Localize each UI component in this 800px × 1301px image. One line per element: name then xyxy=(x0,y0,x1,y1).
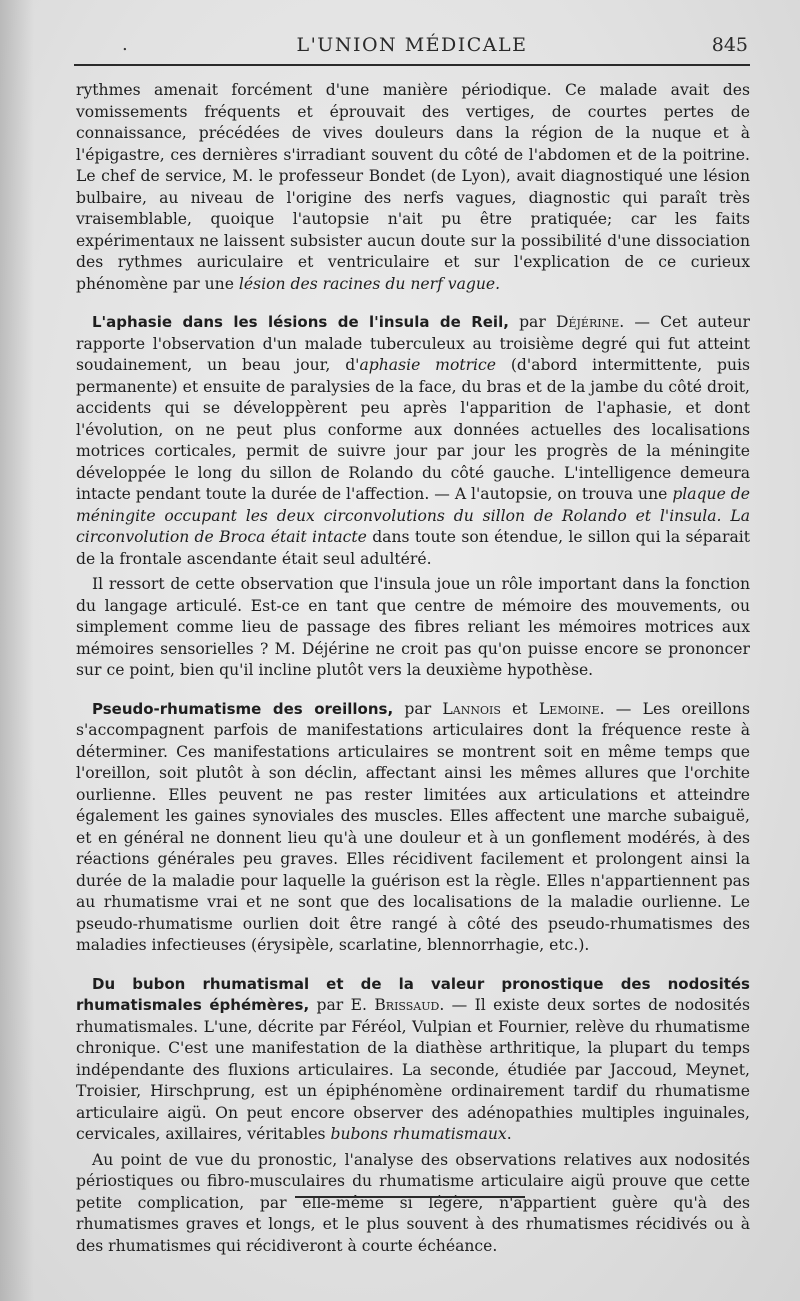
section-heading: L'aphasie dans les lésions de l'insula de Reil, xyxy=(92,313,509,331)
running-header xyxy=(74,30,750,62)
author-name: Lannois xyxy=(442,699,501,718)
section-heading: Pseudo-rhumatisme des oreillons, xyxy=(92,699,394,718)
author-name: Déjérine xyxy=(555,313,620,331)
section-pseudo-rhumatisme: Pseudo-rhumatisme des oreillons, par Lannois et Lemoine. — Les oreillons s'accompagnent parfois de manifestations articulaires dont la fréquence reste à déterminer. Ces manifestations articulaires se montrent soit en même temps que l'oreillon, soit plutôt à son déclin, affectant ainsi les mêmes allures que l'orchite ourlienne. Elles peuvent ne pas rester limitées aux articulations et atteindre également les gaines synoviales des muscles. Elles affectent une marche subaiguë, et en général ne donnent lieu qu'à une douleur et à un gonflement modérés, à des réactions générales peu graves. Elles récidivent facilement et prolongent ainsi la durée de la maladie pour laquelle la guérison est la règle. Elles n'appartiennent pas au rhumatisme vrai et ne sont que des localisations de la maladie ourlienne. Le pseudo-rhumatisme ourlien doit être rangé à côté des pseudo-rhumatismes des maladies infectieuses (érysipèle, scarlatine, blennorrhagie, etc.). xyxy=(76,699,750,954)
section-aphasie: L'aphasie dans les lésions de l'insula de Reil, par Déjérine. — Cet auteur rapporte l'observation d'un malade tuberculeux au troisième degré qui fut atteint soudainement, un beau jour, d'aphasie motrice (d'abord intermittente, puis permanente) et ensuite de paralysies de la face, du bras et de la jambe du côté droit, accidents qui se développèrent peu après l'apparition de l'aphasie, et dont l'évolution, on ne peut plus conforme aux données actuelles des localisations motrices corticales, permit de suivre jour par jour les progrès de la méningite développée le long du sillon de Rolando du côté gauche. L'intelligence demeura intacte pendant toute la durée de l'affection. — A l'autopsie, on trouva une plaque de méningite occupant les deux circonvolutions du sillon de Rolando et l'insula. La circonvolution de Broca était intacte dans toute son étendue, le sillon qui la séparait de la frontale ascendante était seul adultéré. xyxy=(76,313,751,568)
paragraph-pronostic: Au point de vue du pronostic, l'analyse des observations relatives aux nodosités périostiques ou fibro-musculaires du rhumatisme articulaire aigü prouve que cette petite complication, par elle-même si légère, n'appartient guère qu'à des rhumatismes graves et longs, et le plus souvent à des rhumatismes récidivés ou à des rhumatismes qui récidiveront à courte échéance. xyxy=(76,1150,750,1255)
header-rule xyxy=(74,64,750,66)
end-rule xyxy=(295,1196,525,1198)
italic-phrase: lésion des racines du nerf vague. xyxy=(238,274,501,293)
paragraph-continued: rythmes amenait forcément d'une manière périodique. Ce malade avait des vomissements fréquents et éprouvait des vertiges, de courtes pertes de connaissance, précédées de vives douleurs dans la région de la nuque et à l'épigastre, ces dernières s'irradiant souvent du côté de l'abdomen et de la poitrine. Le chef de service, M. le professeur Bondet (de Lyon), avait diagnostiqué une lésion bulbaire, au niveau de l'origine des nerfs vagues, diagnostic qui paraît très vraisemblable, quoique l'autopsie n'ait pu être pratiquée; car les faits expérimentaux ne laissent subsister aucun doute sur la possibilité d'une dissociation des rythmes auriculaire et ventriculaire et sur l'explication de ce curieux phénomène par une lésion des racines du nerf vague. xyxy=(76,81,750,293)
section-heading: Du bubon rhumatismal et de la valeur pronostique des nodosités rhumatismales éphémères, xyxy=(76,974,750,1014)
author-name: Lemoine xyxy=(538,699,600,718)
paragraph-insula-conclusion: Il ressort de cette observation que l'insula joue un rôle important dans la fonction du langage articulé. Est-ce en tant que centre de mémoire des mouvements, ou simplement comme lieu de passage des fibres reliant les mémoires motrices aux mémoires sensorielles ? M. Déjérine ne croit pas qu'on puisse encore se prononcer sur ce point, bien qu'il incline plutôt vers la deuxième hypothèse. xyxy=(76,575,750,679)
page-edge-shadow xyxy=(0,0,34,1301)
section-bubon-rhumatismal: Du bubon rhumatismal et de la valeur pronostique des nodosités rhumatismales éphémères, par E. Brissaud. — Il existe deux sortes de nodosités rhumatismales. L'une, décrite par Féréol, Vulpian et Fournier, relève du rhumatisme chronique. C'est une manifestation de la diathèse arthritique, la plupart du temps indépendante des fluxions articulaires. La seconde, étudiée par Jaccoud, Meynet, Troisier, Hirschprung, est un épiphénomène ordinairement tardif du rhumatisme articulaire aigü. On peut encore observer des adénopathies multiples inguinales, cervicales, axillaires, véritables bubons rhumatismaux. xyxy=(76,974,750,1143)
page-number: 845 xyxy=(711,34,748,56)
article-body xyxy=(76,80,750,1257)
journal-title: L'UNION MÉDICALE xyxy=(296,34,528,56)
author-name: Brissaud xyxy=(374,996,440,1014)
header-dot: . xyxy=(122,34,128,55)
